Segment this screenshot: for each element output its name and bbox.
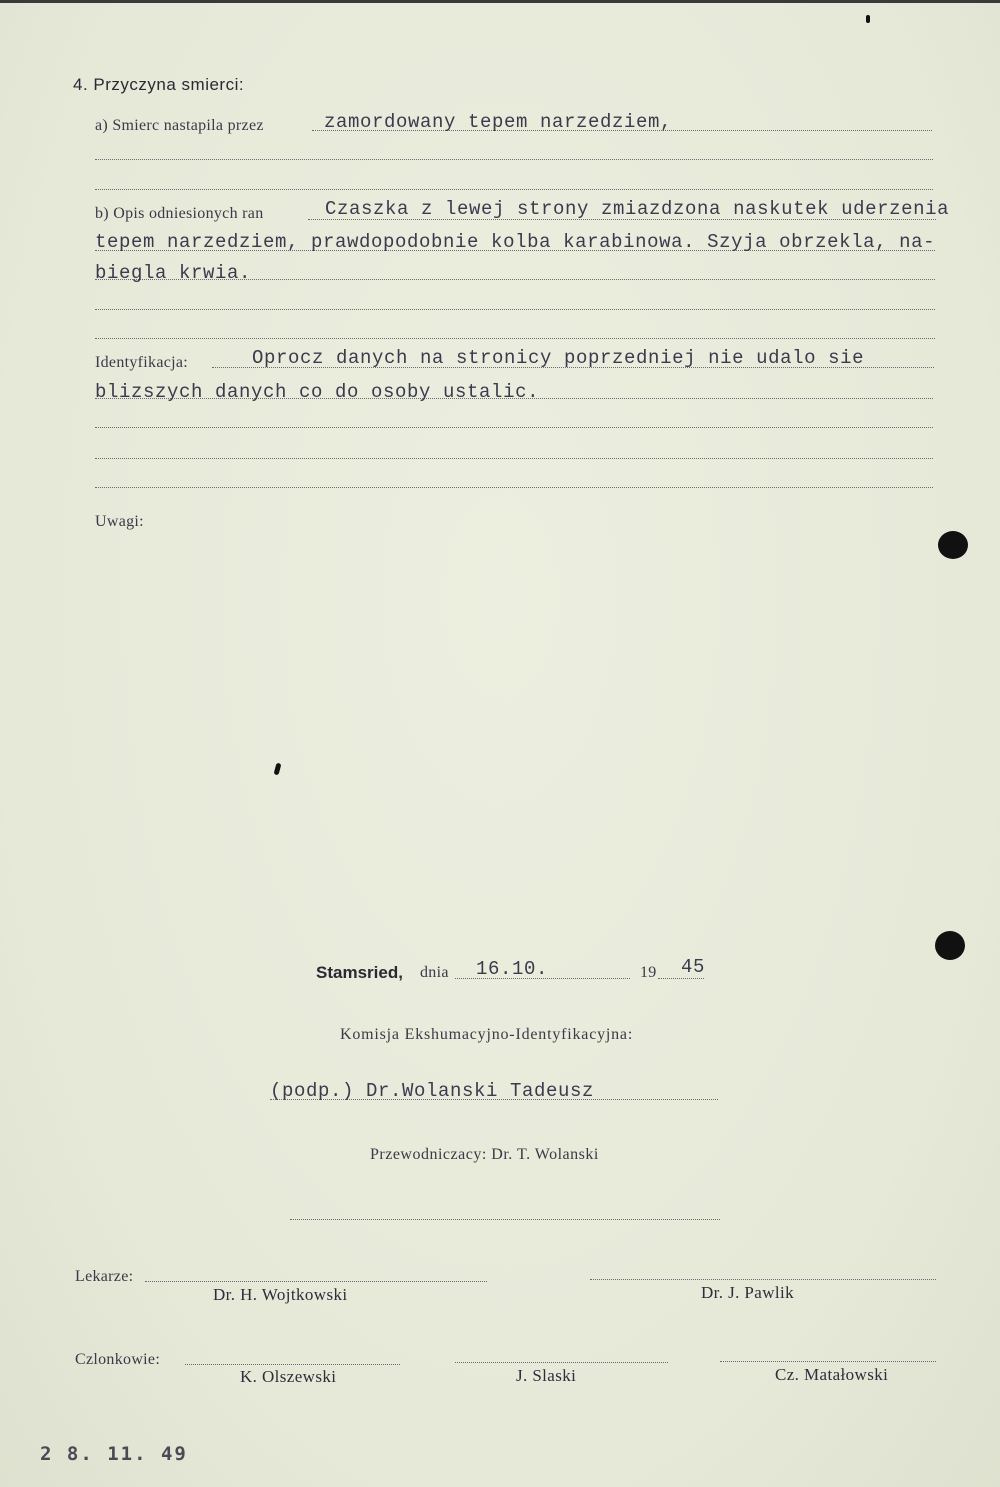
blank-line [95, 189, 933, 190]
member-1-signature-line [185, 1364, 400, 1365]
member-2-signature-line [455, 1362, 668, 1363]
year-line [658, 978, 704, 979]
identification-text-1: Oprocz danych na stronicy poprzedniej nie udalo sie [252, 347, 865, 369]
year-prefix: 19 [640, 964, 657, 981]
blank-line [95, 338, 935, 339]
ink-speck [866, 15, 870, 23]
blank-line [95, 427, 933, 428]
identification-label: Identyfikacja: [95, 354, 189, 371]
member-2-name: J. Slaski [516, 1366, 577, 1385]
place-name: Stamsried, [316, 963, 403, 982]
date-value: 16.10. [476, 958, 549, 980]
wounds-text-1: Czaszka z lewej strony zmiazdzona naskutek uderzenia [325, 198, 950, 220]
wounds-label: b) Opis odniesionych ran [95, 205, 264, 222]
date-label: dnia [420, 964, 449, 981]
doctor-2-name: Dr. J. Pawlik [701, 1283, 795, 1302]
member-1-name: K. Olszewski [240, 1367, 337, 1386]
blank-line [95, 159, 933, 160]
doctor-2-signature-line [590, 1279, 936, 1280]
chairman-label: Przewodniczacy: Dr. T. Wolanski [370, 1146, 599, 1163]
remarks-label: Uwagi: [95, 513, 144, 530]
doctor-1-signature-line [145, 1281, 487, 1282]
members-label: Czlonkowie: [75, 1351, 161, 1368]
member-3-signature-line [720, 1361, 936, 1362]
wounds-text-3: biegla krwia. [95, 262, 252, 284]
doctors-label: Lekarze: [75, 1268, 134, 1285]
punch-hole [938, 531, 968, 559]
signed-text: (podp.) Dr.Wolanski Tadeusz [270, 1080, 595, 1102]
wounds-text-2: tepem narzedziem, prawdopodobnie kolba karabinowa. Szyja obrzekla, na- [95, 231, 936, 253]
section-heading: 4. Przyczyna smierci: [73, 75, 245, 94]
archive-date-stamp: 2 8. 11. 49 [40, 1443, 188, 1465]
blank-line [95, 458, 933, 459]
year-value: 45 [681, 956, 706, 978]
commission-label: Komisja Ekshumacyjno-Identyfikacyjna: [340, 1026, 634, 1043]
chairman-signature-line [290, 1219, 720, 1220]
blank-line [95, 487, 933, 488]
doctor-1-name: Dr. H. Wojtkowski [213, 1285, 348, 1304]
cause-label: a) Smierc nastapila przez [95, 117, 264, 134]
identification-text-2: blizszych danych co do osoby ustalic. [95, 381, 540, 403]
ink-speck [274, 763, 282, 776]
cause-value: zamordowany tepem narzedziem, [324, 111, 673, 133]
punch-hole [935, 931, 965, 960]
member-3-name: Cz. Matałowski [775, 1365, 889, 1384]
blank-line [95, 309, 935, 310]
